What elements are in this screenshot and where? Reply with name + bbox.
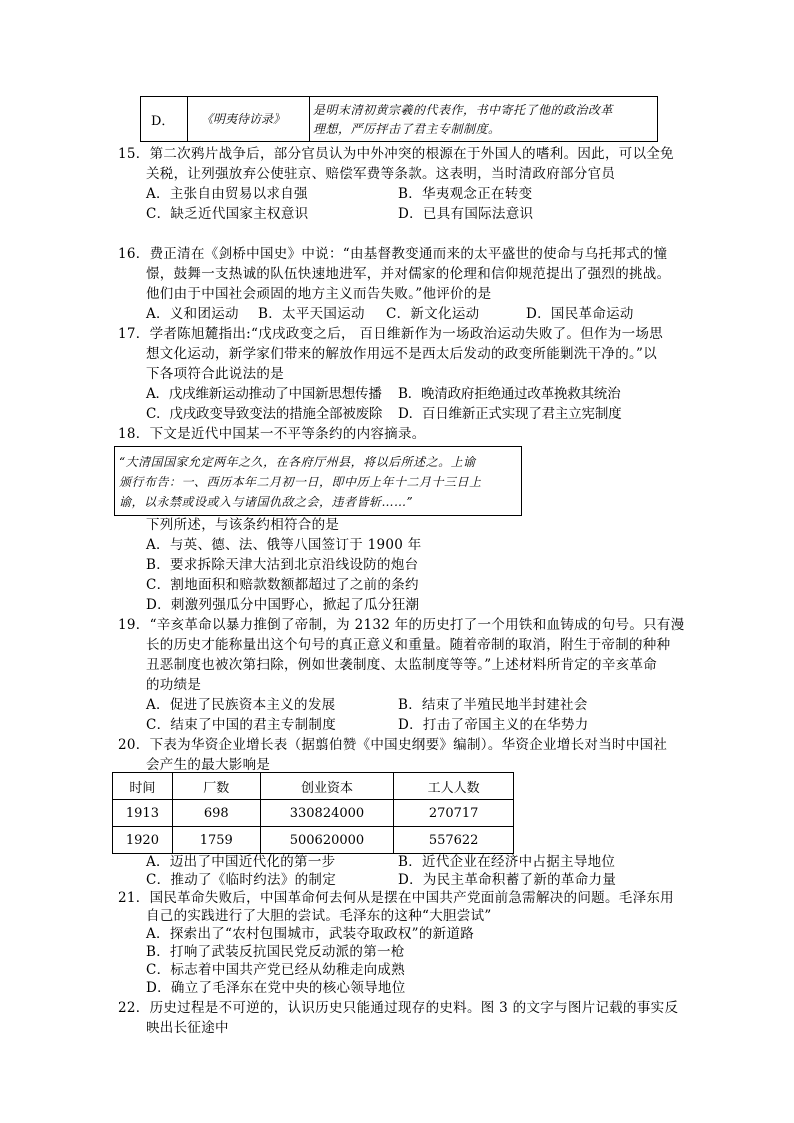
table-header-row <box>113 773 514 800</box>
q21-option-c: C．标志着中国共产党已经从幼稚走向成熟 <box>146 962 406 978</box>
q19-option-a: A．促进了民族资本主义的发展 <box>146 697 336 713</box>
q20-option-b: B．近代企业在经济中占据主导地位 <box>398 854 616 870</box>
table-cell: 1920 <box>113 827 173 854</box>
q18-quote-line3: 谕，以永禁或设或入与诸国仇敌之会，违者皆斩……” <box>119 495 414 509</box>
q15-option-d: D．已具有国际法意识 <box>398 206 534 222</box>
q19-stem-line1: 19．“辛亥革命以暴力推倒了帝制，为 2132 年的历史打了一个用铁和血铸成的句号。只有漫 <box>118 617 685 633</box>
table-header-cell: 时间 <box>113 773 173 800</box>
prev-question-table-row <box>140 96 658 142</box>
prev-row-desc-line1: 是明末清初黄宗羲的代表作，书中寄托了他的政治改革 <box>313 103 614 117</box>
q19-stem-line2: 长的历史才能称量出这个句号的真正意义和重量。随着帝制的取消，附生于帝制的种种 <box>146 637 671 653</box>
q16-stem-line3: 他们由于中国社会顽固的地方主义而告失败。”他评价的是 <box>146 286 492 302</box>
q19-stem-line4: 的功绩是 <box>146 677 202 693</box>
table-cell: 557622 <box>394 827 514 854</box>
table-cell: 1913 <box>113 800 173 827</box>
q16-option-d: D．国民革命运动 <box>526 306 634 322</box>
q16-stem-line1: 16．费正清在《剑桥中国史》中说：“由基督教变通而来的太平盛世的使命与乌托邦式的憧 <box>118 246 668 262</box>
q16-option-b: B．太平天国运动 <box>258 306 365 322</box>
q15-option-b: B．华夷观念正在转变 <box>398 186 533 202</box>
q18-quote-box <box>114 446 522 516</box>
q20-option-d: D．为民主革命积蓄了新的革命力量 <box>398 872 617 888</box>
q17-option-d: D．百日维新正式实现了君主立宪制度 <box>398 406 622 422</box>
q15-stem-line1: 15．第二次鸦片战争后，部分官员认为中外冲突的根源在于外国人的嗜利。因此，可以全免 <box>118 146 674 162</box>
q21-stem-line2: 自己的实践进行了大胆的尝试。毛泽东的这种“大胆尝试” <box>146 908 492 924</box>
table-header-cell: 创业资本 <box>260 773 394 800</box>
q17-stem-line1: 17．学者陈旭麓指出:“戊戌政变之后， 百日维新作为一场政治运动失败了。但作为一场思 <box>118 326 664 342</box>
prev-row-option: D． <box>151 114 175 129</box>
q21-stem-line1: 21．国民革命失败后，中国革命何去何从是摆在中国共产党面前急需解决的问题。毛泽东用 <box>118 890 674 906</box>
q19-stem-line3: 丑恶制度也被次第扫除，例如世袭制度、太监制度等等。”上述材料所肯定的辛亥革命 <box>146 657 658 673</box>
q18-option-a: A．与英、德、法、俄等八国签订于 1900 年 <box>146 537 422 553</box>
q17-option-a: A．戊戌维新运动推动了中国新思想传播 <box>146 386 382 402</box>
q20-stem-line2: 会产生的最大影响是 <box>146 757 271 773</box>
q20-data-table <box>112 772 514 854</box>
q18-quote-line1: “大清国国家允定两年之久，在各府厅州县，将以后所述之。上谕 <box>119 455 476 469</box>
q19-option-d: D．打击了帝国主义的在华势力 <box>398 717 589 733</box>
q15-stem-line2: 关税，让列强放弃公使驻京、赔偿军费等条款。这表明，当时清政府部分官员 <box>146 166 616 182</box>
q21-option-a: A．探索出了“农村包围城市，武装夺取政权”的新道路 <box>146 926 475 942</box>
q16-stem-line2: 憬，鼓舞一支热诚的队伍快速地进军，并对儒家的伦理和信仰规范提出了强烈的挑战。 <box>146 266 671 282</box>
table-header-cell: 厂数 <box>172 773 260 800</box>
q18-option-c: C．割地面积和赔款数额都超过了之前的条约 <box>146 577 419 593</box>
table-cell: 500620000 <box>260 827 394 854</box>
table-row <box>113 800 514 827</box>
q17-option-c: C．戊戌政变导致变法的措施全部被废除 <box>146 406 383 422</box>
q16-option-a: A．义和团运动 <box>146 306 239 322</box>
table-cell: 1759 <box>172 827 260 854</box>
table-cell: 698 <box>172 800 260 827</box>
q17-stem-line2: 想文化运动，新学家们带来的解放作用远不是西太后发动的政变所能剿洗干净的。”以 <box>146 346 658 362</box>
table-header-cell: 工人人数 <box>394 773 514 800</box>
table-cell: 270717 <box>394 800 514 827</box>
q18-stem-line2: 下列所述，与该条约相符合的是 <box>146 517 340 533</box>
prev-row-desc-line2: 理想，严厉抨击了君主专制制度。 <box>313 122 501 136</box>
q20-option-c: C．推动了《临时约法》的制定 <box>146 872 337 888</box>
q19-option-c: C．结束了中国的君主专制制度 <box>146 717 337 733</box>
q22-stem-line1: 22．历史过程是不可逆的，认识历史只能通过现存的史料。图 3 的文字与图片记载的事实反 <box>118 1000 679 1016</box>
table-row <box>113 827 514 854</box>
q15-option-a: A．主张自由贸易以求自强 <box>146 186 308 202</box>
q15-option-c: C．缺乏近代国家主权意识 <box>146 206 309 222</box>
table-cell: 330824000 <box>260 800 394 827</box>
q18-option-d: D．刺激列强瓜分中国野心，掀起了瓜分狂潮 <box>146 597 420 613</box>
q22-stem-line2: 映出长征途中 <box>146 1020 229 1036</box>
prev-row-book: 《明夷待访录》 <box>201 112 286 126</box>
q18-option-b: B．要求拆除天津大沽到北京沿线设防的炮台 <box>146 557 419 573</box>
q19-option-b: B．结束了半殖民地半封建社会 <box>398 697 588 713</box>
q21-option-b: B．打响了武装反抗国民党反动派的第一枪 <box>146 944 405 960</box>
q20-option-a: A．迈出了中国近代化的第一步 <box>146 854 336 870</box>
q17-stem-line3: 下各项符合此说法的是 <box>146 366 284 382</box>
q18-quote-line2: 颁行布告：一、西历本年二月初一日，即中历上年十二月十三日上 <box>119 475 482 489</box>
q18-stem-line1: 18．下文是近代中国某一不平等条约的内容摘录。 <box>118 426 426 442</box>
q21-option-d: D．确立了毛泽东在党中央的核心领导地位 <box>146 980 406 996</box>
q17-option-b: B．晚清政府拒绝通过改革挽救其统治 <box>398 386 621 402</box>
q16-option-c: C．新文化运动 <box>386 306 480 322</box>
q20-stem-line1: 20．下表为华资企业增长表（据翦伯赞《中国史纲要》编制）。华资企业增长对当时中国社 <box>118 737 668 753</box>
